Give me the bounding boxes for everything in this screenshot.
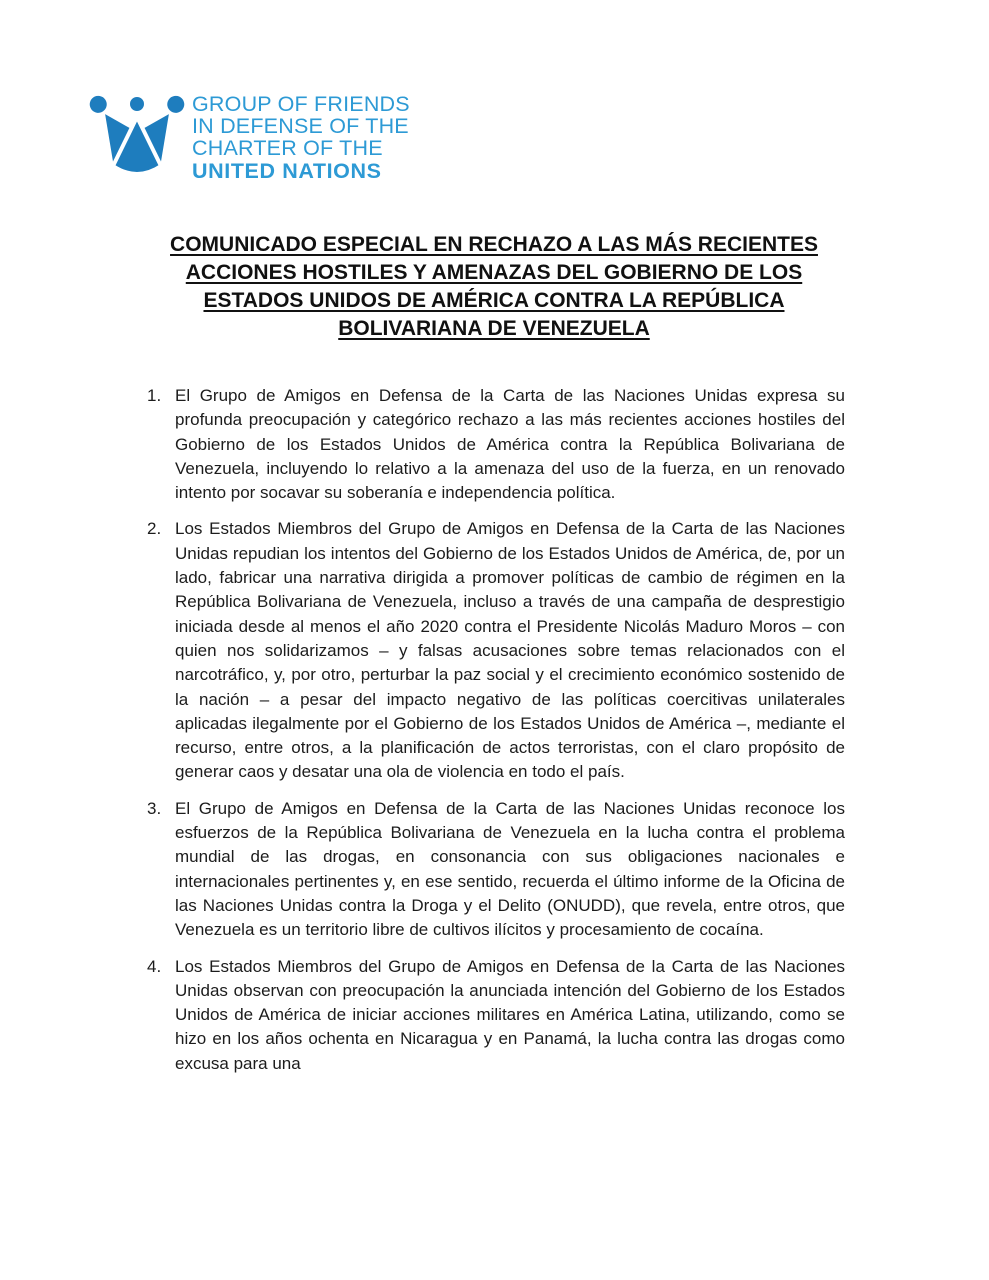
logo-line-2: IN DEFENSE OF THE (192, 114, 409, 139)
title-line-4: BOLIVARIANA DE VENEZUELA (338, 317, 650, 340)
paragraph-3 (147, 797, 847, 943)
logo-wordmark (192, 93, 452, 182)
title-line-1: COMUNICADO ESPECIAL EN RECHAZO A LAS MÁS RECIENTES (170, 233, 818, 256)
logo-line-1: GROUP OF FRIENDS (192, 92, 410, 116)
logo-line-3: CHARTER OF THE (192, 136, 383, 161)
paragraph-4-number: 4. (147, 956, 162, 976)
three-figures-icon (87, 92, 187, 182)
paragraph-2 (147, 517, 847, 784)
title-line-3: ESTADOS UNIDOS DE AMÉRICA CONTRA LA REPÚBLICA (203, 289, 785, 312)
paragraph-2-number: 2. (147, 519, 162, 539)
document-title (134, 231, 854, 343)
paragraph-3-text: El Grupo de Amigos en Defensa de la Carta de las Naciones Unidas reconoce los esfuerzos de la República Bolivariana de Venezuela en la lucha contra el problema mundial de las drogas, en consonancia con sus obligaciones nacionales e internacionales pertinentes y, en ese sentido, recuerda el último informe de la Oficina de las Naciones Unidas contra la Droga y el Delito (ONUDD), que revela, entre otros, que Venezuela es un territorio libre de cultivos ilícitos y procesamiento de cocaína. (175, 798, 845, 940)
paragraph-3-number: 3. (147, 798, 162, 818)
logo-line-4: UNITED NATIONS (192, 158, 382, 183)
paragraph-1 (147, 384, 847, 505)
paragraph-4 (147, 955, 847, 1076)
paragraph-4-text: Los Estados Miembros del Grupo de Amigos en Defensa de la Carta de las Naciones Unidas observan con preocupación la anunciada intención del Gobierno de los Estados Unidos de América de iniciar acciones militares en América Latina, utilizando, como se hizo en los años ochenta en Nicaragua y en Panamá, la lucha contra las drogas como excusa para una (175, 956, 845, 1073)
paragraph-1-text: El Grupo de Amigos en Defensa de la Carta de las Naciones Unidas expresa su profunda preocupación y categórico rechazo a las más recientes acciones hostiles del Gobierno de los Estados Unidos de América contra la República Bolivariana de Venezuela, incluyendo lo relativo a la amenaza del uso de la fuerza, en un renovado intento por socavar su soberanía e independencia política. (175, 386, 845, 503)
paragraph-2-text: Los Estados Miembros del Grupo de Amigos en Defensa de la Carta de las Naciones Unidas repudian los intentos del Gobierno de los Estados Unidos de América, de, por un lado, fabricar una narrativa dirigida a promover políticas de cambio de régimen en la República Bolivariana de Venezuela, incluso a través de una campaña de desprestigio iniciada desde al menos el año 2020 contra el Presidente Nicolás Maduro Moros – con quien nos solidarizamos – y falsas acusaciones sobre temas relacionados con el narcotráfico, y, por otro, perturbar la paz social y el crecimiento económico sostenido de la nación – a pesar del impacto negativo de las políticas coercitivas unilaterales aplicadas ilegalmente por el Gobierno de los Estados Unidos de América –, mediante el recurso, entre otros, a la planificación de actos terroristas, con el claro propósito de generar caos y desatar una ola de violencia en todo el país. (175, 519, 845, 782)
title-line-2: ACCIONES HOSTILES Y AMENAZAS DEL GOBIERNO DE LOS (185, 261, 803, 284)
document-body (147, 384, 847, 1088)
paragraph-1-number: 1. (147, 386, 162, 405)
